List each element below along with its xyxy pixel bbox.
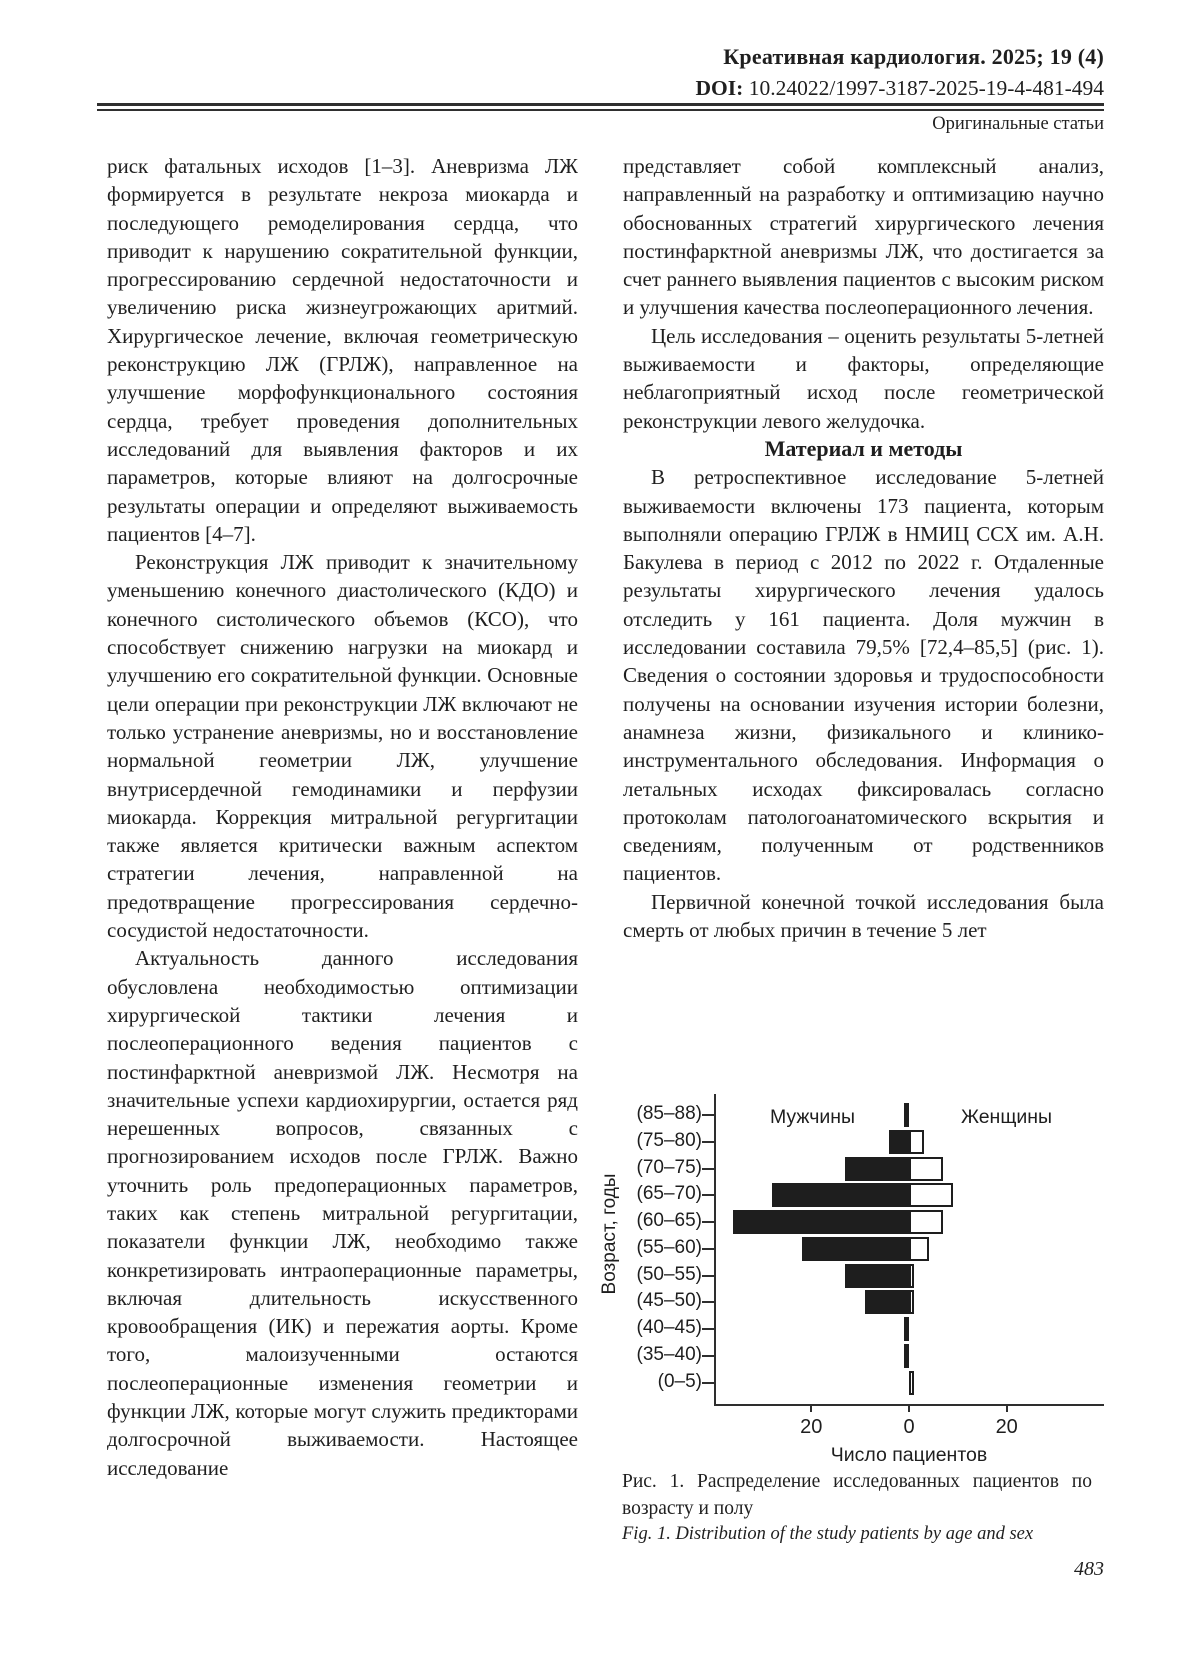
paragraph: Первичной конечной точкой исследования была смерть от любых причин в течение 5 лет [623, 889, 1104, 943]
left-column [107, 152, 578, 1482]
right-column-after [623, 463, 1104, 944]
y-tick-label: (60–65) [636, 1210, 702, 1231]
y-tick-label: (85–88) [636, 1103, 702, 1124]
figure-caption-en: Fig. 1. Distribution of the study patients by age and sex [622, 1524, 1034, 1544]
y-tick-mark [702, 1275, 714, 1277]
y-tick-mark [702, 1168, 714, 1170]
y-tick-label: (45–50) [636, 1290, 702, 1312]
y-axis-line [714, 1094, 716, 1404]
legend-female-label: Женщины [960, 1106, 1053, 1128]
x-tick-mark [1006, 1404, 1008, 1412]
male-bar [904, 1344, 909, 1368]
y-tick-label: (50–55) [636, 1263, 702, 1285]
figure-caption-ru: Рис. 1. Распределение исследованных пациентов по возрасту и полу [622, 1471, 1092, 1519]
female-bar [909, 1264, 914, 1288]
y-tick-mark [702, 1221, 714, 1223]
female-bar [909, 1210, 943, 1234]
doi-line [97, 76, 1104, 101]
journal-title-issue: Креативная кардиология. 2025; 19 (4) [723, 44, 1104, 69]
x-tick-mark [908, 1404, 910, 1412]
right-column-before [623, 152, 1104, 435]
y-tick-label: (65–70) [636, 1183, 702, 1205]
y-tick-mark [702, 1301, 714, 1303]
y-tick-label: (40–45) [636, 1317, 702, 1338]
female-bar [909, 1290, 914, 1314]
female-bar [909, 1371, 914, 1395]
y-tick-label: (0–5) [657, 1370, 702, 1392]
legend-male-label: Мужчины [769, 1106, 856, 1128]
y-axis-title: Возраст, годы [599, 1173, 620, 1295]
female-bar [909, 1130, 924, 1154]
female-bar [909, 1183, 953, 1207]
female-bar [909, 1157, 943, 1181]
male-bar [904, 1103, 909, 1127]
y-tick-mark [702, 1194, 714, 1196]
x-tick-label: 20 [800, 1416, 823, 1438]
x-tick-mark [810, 1404, 812, 1412]
male-bar [904, 1317, 909, 1341]
section-heading: Материал и методы [764, 435, 963, 461]
male-bar [865, 1290, 909, 1314]
doi-label: DOI: [695, 76, 744, 100]
female-bar [909, 1237, 929, 1261]
paragraph: представляет собой комплексный анализ, направленный на разработку и оптимизацию научно обоснованных стратегий хирургического лечения постинфарктной аневризмы ЛЖ, что достигается за счет раннего выявления пациентов с высоким риском и улучшения качества послеоперационного лечения. [623, 154, 1104, 320]
y-tick-label: (35–40) [636, 1343, 702, 1365]
paragraph: Цель исследования – оценить результаты 5-летней выживаемости и факторы, определяющие неблагоприятный исход после геометрической реконструкции левого желудочка. [623, 323, 1104, 433]
paragraph: Актуальность данного исследования обусловлена необходимостью оптимизации хирургической тактики лечения и послеоперационного ведения пациентов с постинфарктной аневризмой ЛЖ. Несмотря на значительные успехи кардиохирургии, остается ряд нерешенных вопросов, связанных с прогнозированием исходов после ГРЛЖ. Важно уточнить роль предоперационных параметров, таких как степень митральной регургитации, показатели функции ЛЖ, необходимо также конкретизировать интраоперационные параметры, включая длительность искусственного кровообращения (ИК) и пережатия аорты. Кроме того, малоизученными остаются послеоперационные изменения геометрии и функции ЛЖ, которые могут служить предикторами долгосрочной выживаемости. Настоящее исследование [107, 946, 578, 1480]
paragraph: В ретроспективное исследование 5-летней выживаемости включены 173 пациента, которым выполняли операцию ГРЛЖ в НМИЦ ССХ им. А.Н. Бакулева в период с 2012 по 2022 г. Отдаленные результаты хирургического лечения удалось отследить у 161 пациента. Доля мужчин в исследовании составила 79,5% [72,4–85,5] (рис. 1). Сведения о состоянии здоровья и трудоспособности получены на основании изучения истории болезни, анамнеза жизни, физикального и клинико-инструментального обследования. Информация о летальных исходах фиксировалась согласно протоколам патологоанатомического вскрытия и сведениям, полученным от родственников пациентов. [623, 465, 1104, 886]
male-bar [772, 1183, 909, 1207]
paragraph: риск фатальных исходов [1–3]. Аневризма ЛЖ формируется в результате некроза миокарда и последующего ремоделирования сердца, что приводит к нарушению сократительной функции, прогрессированию сердечной недостаточности и увеличению риска жизнеугрожающих аритмий. Хирургическое лечение, включая геометрическую реконструкцию ЛЖ (ГРЛЖ), направленное на улучшение морфофункционального состояния сердца, требует проведения дополнительных исследований для выявления факторов и их параметров, которые влияют на долгосрочные результаты операции и определяют выживаемость пациентов [4–7]. [107, 154, 578, 546]
y-tick-mark [702, 1328, 714, 1330]
section-label: Оригинальные статьи [932, 114, 1104, 134]
male-bar [889, 1130, 909, 1154]
header-double-rule [97, 103, 1104, 111]
y-tick-label: (75–80) [636, 1129, 702, 1151]
male-bar [845, 1264, 909, 1288]
male-bar [802, 1237, 909, 1261]
page-number: 483 [1074, 1558, 1104, 1580]
y-tick-label: (55–60) [636, 1236, 702, 1258]
right-column [623, 152, 1104, 944]
x-tick-label: 20 [995, 1416, 1018, 1438]
y-tick-mark [702, 1355, 714, 1357]
y-tick-mark [702, 1248, 714, 1250]
y-tick-label: (70–75) [636, 1156, 702, 1178]
figure-1-chart [590, 1040, 1104, 1464]
y-tick-mark [702, 1141, 714, 1143]
y-tick-mark [702, 1114, 714, 1116]
x-axis-title: Число пациентов [830, 1444, 988, 1466]
y-tick-mark [702, 1382, 714, 1384]
male-bar [733, 1210, 909, 1234]
doi-value: 10.24022/1997-3187-2025-19-4-481-494 [748, 76, 1104, 100]
male-bar [845, 1157, 909, 1181]
x-tick-label: 0 [903, 1416, 915, 1438]
paragraph: Реконструкция ЛЖ приводит к значительному уменьшению конечного диастолического (КДО) и конечного систолического объемов (КСО), что способствует снижению нагрузки на миокард и улучшению его сократительной функции. Основные цели операции при реконструкции ЛЖ включают не только устранение аневризмы, но и восстановление нормальной геометрии ЛЖ, улучшение внутрисердечной гемодинамики и перфузии миокарда. Коррекция митральной регургитации также является критически важным аспектом стратегии лечения, направленной на предотвращение прогрессирования сердечно-сосудистой недостаточности. [107, 550, 578, 943]
